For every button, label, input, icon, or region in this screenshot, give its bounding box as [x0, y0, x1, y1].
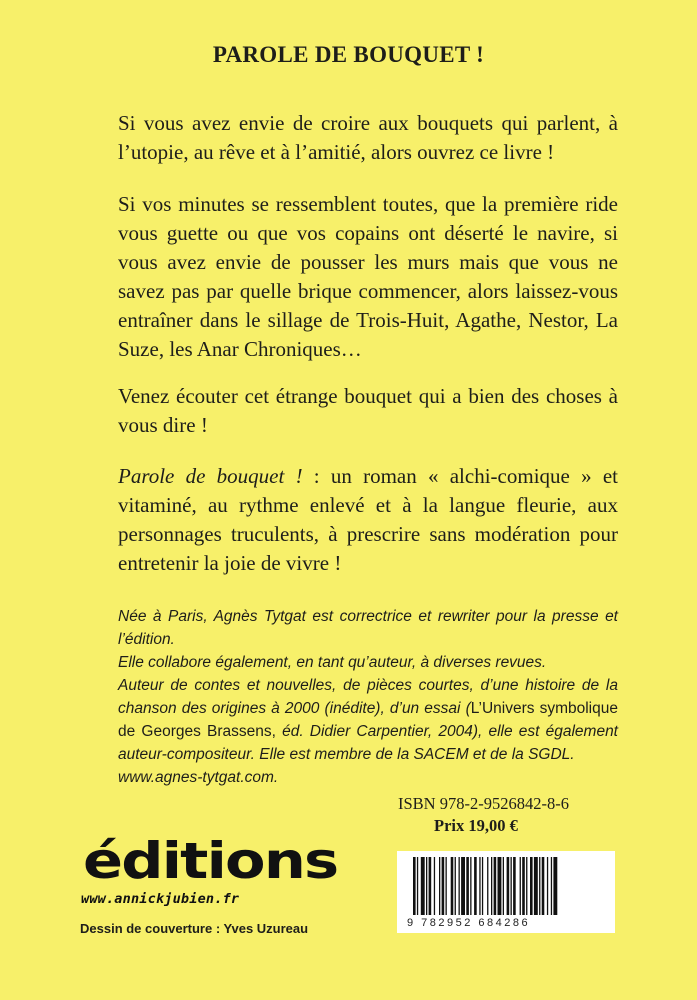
- barcode-bar: [526, 857, 527, 915]
- barcode-bar: [421, 857, 425, 915]
- bio-essay-title: L’Univers symbolique de Georges Brassens,: [118, 700, 618, 740]
- barcode-bar: [429, 857, 432, 915]
- barcode-bar: [417, 857, 418, 915]
- barcode-bar: [479, 857, 480, 915]
- blurb-paragraph-3: Venez écouter cet étrange bouquet qui a bien des choses à vous dire !: [118, 384, 618, 437]
- bio-line-1: Née à Paris, Agnès Tytgat est correctrice et rewriter pour la presse et l’édition.: [118, 608, 618, 648]
- barcode: [397, 851, 615, 933]
- isbn-text: ISBN 978-2-9526842-8-6: [398, 794, 569, 813]
- barcode-bar: [455, 857, 456, 915]
- barcode-bar: [542, 857, 545, 915]
- bio-line-3d: ), elle est également auteur-compositeur. Elle est membre de la SACEM et de la SGDL.: [118, 723, 618, 763]
- barcode-bar: [426, 857, 427, 915]
- blurb-paragraph-4-text: : un roman « alchi-comique » et vitaminé, au rythme enlevé et à la langue fleurie, aux personnages truculents, à prescrire sans modération pour entretenir la joie de vivre !: [118, 464, 618, 575]
- bio-line-2: Elle collabore également, en tant qu’auteur, à diverses revues.: [118, 654, 547, 671]
- barcode-bar: [482, 857, 483, 915]
- barcode-bar: [434, 857, 435, 915]
- barcode-bar: [491, 857, 492, 915]
- barcode-bar: [553, 857, 557, 915]
- barcode-bar: [442, 857, 445, 915]
- barcode-bar: [522, 857, 525, 915]
- barcode-bar: [487, 857, 488, 915]
- barcode-bar: [503, 857, 504, 915]
- barcode-bar: [461, 857, 465, 915]
- barcode-bar: [466, 857, 469, 915]
- barcode-bar: [530, 857, 533, 915]
- barcode-digits: 9 782952 684286: [407, 917, 531, 929]
- barcode-bars: [397, 851, 615, 917]
- price-text: Prix 19,00 €: [434, 816, 518, 835]
- cover-credit: [80, 921, 308, 936]
- bio-line-3: [118, 674, 618, 766]
- barcode-bar: [413, 857, 416, 915]
- book-title-italic: Parole de bouquet !: [118, 464, 303, 488]
- barcode-bar: [534, 857, 538, 915]
- credit-label: Dessin de couverture: [80, 921, 213, 936]
- blurb-paragraph-2: Si vos minutes se ressemblent toutes, que la première ride vous guette ou que vos copains ont déserté le navire, si vous avez envie de pousser les murs mais que vous ne savez pas par quelle brique commencer, alors laissez-vous entraîner dans le sillage de Trois-Huit, Agathe, Nestor, La Suze, les Anar Chroniques…: [118, 192, 618, 361]
- barcode-bar: [494, 857, 497, 915]
- barcode-bar: [474, 857, 477, 915]
- barcode-bar: [539, 857, 540, 915]
- barcode-bar: [551, 857, 552, 915]
- barcode-bar: [513, 857, 516, 915]
- author-website: www.agnes-tytgat.com.: [118, 769, 279, 786]
- publisher-logo: éditions: [83, 832, 338, 890]
- cover-title: PAROLE DE BOUQUET !: [212, 42, 485, 67]
- blurb-paragraph-1: Si vous avez envie de croire aux bouquets qui parlent, à l’utopie, au rêve et à l’amitié, alors ouvrez ce livre !: [118, 111, 618, 164]
- barcode-bar: [511, 857, 512, 915]
- barcode-bar: [498, 857, 502, 915]
- barcode-bar: [446, 857, 447, 915]
- publisher-url: www.annickjubien.fr: [81, 891, 240, 907]
- barcode-bar: [520, 857, 521, 915]
- bio-line-3a: Auteur de contes et nouvelles, de pièces courtes, d’une histoire de la chanson des origines à 2000 (inédite), d’un essai (: [118, 677, 618, 717]
- barcode-bar: [507, 857, 510, 915]
- barcode-bar: [547, 857, 548, 915]
- barcode-bar: [451, 857, 454, 915]
- barcode-bar: [439, 857, 440, 915]
- credit-name: : Yves Uzureau: [212, 921, 309, 936]
- barcode-bar: [459, 857, 460, 915]
- author-bio: [118, 605, 618, 789]
- barcode-bar: [470, 857, 471, 915]
- blurb-paragraph-4: [118, 462, 618, 578]
- bio-essay-publisher: éd. Didier Carpentier, 2004: [282, 723, 473, 740]
